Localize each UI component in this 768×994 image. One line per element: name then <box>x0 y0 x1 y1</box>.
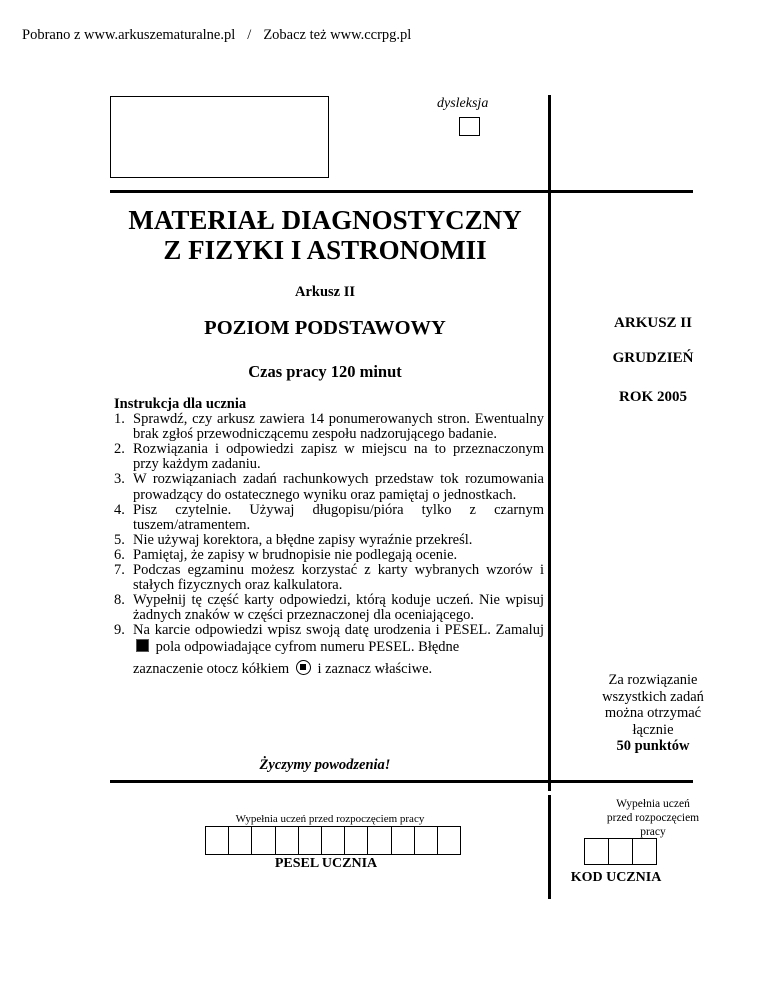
student-code-grid <box>585 838 657 865</box>
instruction-number: 9. <box>114 622 125 639</box>
header-separator: / <box>247 27 252 43</box>
column-divider-top <box>548 95 551 791</box>
instruction-last-line <box>133 660 432 677</box>
source-link-arkusze[interactable]: Pobrano z www.arkuszematuralne.pl <box>22 27 236 43</box>
instruction-text: Wypełnij tę część karty odpowiedzi, którą koduje uczeń. Nie wpisuj żadnych znaków w części przeznaczonej dla oceniającego. <box>133 592 544 624</box>
pesel-input-grid <box>206 826 461 855</box>
exam-year: ROK 2005 <box>619 389 687 405</box>
points-total-value: 50 punktów <box>616 738 690 754</box>
instruction-number: 4. <box>114 501 125 518</box>
pesel-digit-box[interactable] <box>205 826 229 855</box>
dyslexia-checkbox[interactable] <box>459 117 480 136</box>
instruction-text: Nie używaj korektora, a błędne zapisy wyraźnie przekreśl. <box>133 531 473 548</box>
instruction-item <box>114 503 544 533</box>
points-line4: łącznie <box>632 721 674 738</box>
instruction-text: Pamiętaj, że zapisy w brudnopisie nie podlegają ocenie. <box>133 546 458 563</box>
student-code-label: KOD UCZNIA <box>570 870 662 885</box>
instruction-text: Rozwiązania i odpowiedzi zapisz w miejscu na to przeznaczonym przy każdym zadaniu. <box>133 441 544 473</box>
instructions-list <box>114 412 544 677</box>
pesel-digit-box[interactable] <box>275 826 299 855</box>
instruction-text: Podczas egzaminu możesz korzystać z karty wybranych wzorów i stałych fizycznych oraz kalkulatora. <box>133 562 544 594</box>
instruction-number: 7. <box>114 562 125 579</box>
instructions-heading: Instrukcja dla ucznia <box>114 396 247 412</box>
pesel-digit-box[interactable] <box>391 826 415 855</box>
sheet-subtitle: Arkusz II <box>294 284 356 300</box>
column-divider-bottom <box>548 795 551 899</box>
points-info <box>553 672 753 755</box>
instruction-number: 3. <box>114 471 125 488</box>
instruction-text: Pisz czytelnie. Używaj długopisu/pióra tylko z czarnym tuszem/atramentem. <box>133 501 544 533</box>
instruction-number: 1. <box>114 411 125 428</box>
points-line3: można otrzymać <box>604 705 702 721</box>
pesel-digit-box[interactable] <box>298 826 322 855</box>
school-stamp-box <box>110 96 329 178</box>
filled-square-icon <box>136 639 149 652</box>
source-header <box>22 27 411 44</box>
instruction-item <box>114 563 544 593</box>
instruction-text: W rozwiązaniach zadań rachunkowych przedstaw tok rozumowania prowadzący do ostatecznego wyniku oraz pamiętaj o jednostkach. <box>133 471 544 503</box>
pesel-digit-box[interactable] <box>367 826 391 855</box>
instruction-item <box>114 548 544 563</box>
points-total <box>553 738 753 755</box>
pesel-digit-box[interactable] <box>251 826 275 855</box>
level-title: POZIOM PODSTAWOWY <box>204 317 446 339</box>
student-code-box[interactable] <box>632 838 657 865</box>
pesel-caption: Wypełnia uczeń przed rozpoczęciem pracy <box>235 813 425 825</box>
time-limit: Czas pracy 120 minut <box>248 362 402 381</box>
instruction-item <box>114 412 544 442</box>
dyslexia-label: dysleksja <box>437 96 489 111</box>
instruction-text-part1: Na karcie odpowiedzi wpisz swoją datę urodzenia i PESEL. Zamaluj <box>133 622 544 639</box>
exam-month: GRUDZIEŃ <box>612 350 694 366</box>
pesel-digit-box[interactable] <box>414 826 438 855</box>
exam-title-line1: MATERIAŁ DIAGNOSTYCZNY <box>128 205 522 235</box>
student-code-caption-line1: Wypełnia uczeń <box>616 798 690 810</box>
instruction-text: Sprawdź, czy arkusz zawiera 14 ponumerowanych stron. Ewentualny brak zgłoś przewodniczącemu zespołu nadzorującego badanie. <box>133 411 544 443</box>
pesel-digit-box[interactable] <box>228 826 252 855</box>
instruction-item <box>114 593 544 623</box>
pesel-digit-box[interactable] <box>321 826 345 855</box>
student-code-caption-line3: pracy <box>640 826 666 838</box>
pesel-label: PESEL UCZNIA <box>274 856 378 871</box>
instructions <box>114 397 544 677</box>
instruction-item <box>114 442 544 472</box>
good-luck-message: Życzymy powodzenia! <box>259 757 391 773</box>
instruction-number: 6. <box>114 546 125 563</box>
instruction-number: 8. <box>114 592 125 609</box>
points-line1: Za rozwiązanie <box>608 672 698 688</box>
instruction-text-part4: i zaznacz właściwe. <box>317 660 433 677</box>
instruction-number: 5. <box>114 531 125 548</box>
student-code-box[interactable] <box>584 838 609 865</box>
circled-square-icon <box>296 660 311 675</box>
instruction-item <box>114 533 544 548</box>
instruction-number: 2. <box>114 441 125 458</box>
source-link-ccrpg[interactable]: Zobacz też www.ccrpg.pl <box>263 27 412 43</box>
student-code-caption <box>553 797 753 839</box>
pesel-digit-box[interactable] <box>344 826 368 855</box>
points-line2: wszystkich zadań <box>602 688 704 705</box>
pesel-digit-box[interactable] <box>437 826 461 855</box>
sheet-code: ARKUSZ II <box>614 315 692 331</box>
instruction-text-part3: zaznaczenie otocz kółkiem <box>133 660 290 677</box>
instruction-text-part2: pola odpowiadające cyfrom numeru PESEL. Błędne <box>155 638 460 655</box>
instruction-item-9 <box>114 623 544 676</box>
instruction-item <box>114 472 544 502</box>
exam-title <box>110 205 540 265</box>
header-rule <box>110 190 693 193</box>
footer-rule <box>110 780 693 783</box>
student-code-caption-line2: przed rozpoczęciem <box>606 812 700 824</box>
exam-title-line2: Z FIZYKI I ASTRONOMII <box>163 235 487 265</box>
student-code-box[interactable] <box>608 838 633 865</box>
